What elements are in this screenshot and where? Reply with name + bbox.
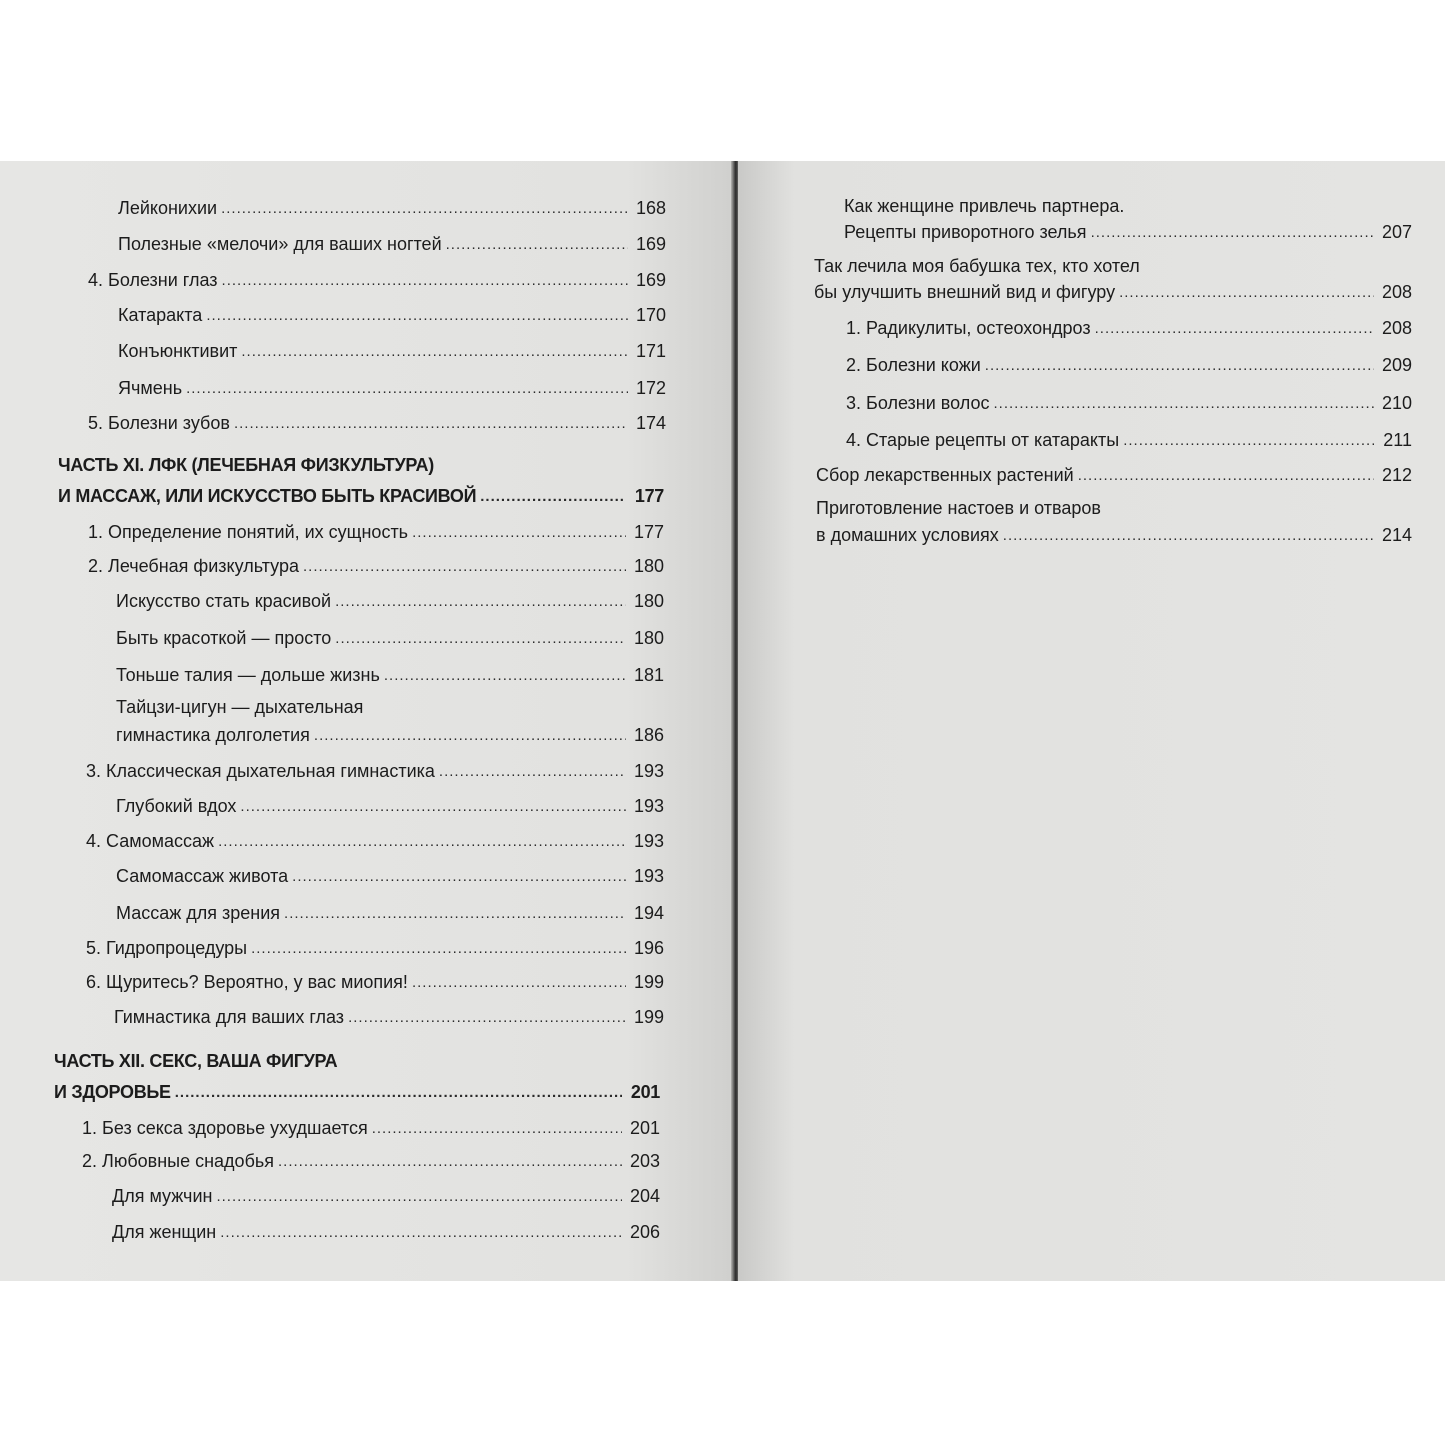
toc-title: 2. Лечебная физкультура [88,556,299,576]
dot-leader [1003,524,1374,544]
toc-page-number: 193 [633,761,664,781]
dot-leader [278,1150,622,1170]
toc-page-number: 181 [633,665,664,685]
toc-title: И ЗДОРОВЬЕ [54,1082,171,1102]
toc-title: 4. Самомассаж [86,831,215,851]
toc-title: 3. Болезни волос [846,393,990,413]
toc-page-number: 214 [1381,525,1412,545]
toc-title: Конъюнктивит [118,341,238,361]
toc-entry [112,1179,660,1207]
toc-title: Искусство стать красивой [116,591,332,611]
toc-title: 2. Любовные снадобья [82,1151,274,1171]
toc-entry [116,584,664,612]
toc-page-number: 207 [1381,222,1412,242]
toc-title: бы улучшить внешний вид и фигуру [814,282,1116,302]
toc-entry [118,298,666,326]
toc-page-number: 199 [633,972,664,992]
dot-leader [994,392,1375,412]
toc-entry [846,423,1412,451]
toc-entry [88,263,666,291]
toc-page-number: 203 [629,1151,660,1171]
dot-leader [292,865,626,885]
dot-leader [412,521,626,541]
toc-title: Катаракта [118,305,203,325]
part-heading-line: ЧАСТЬ XI. ЛФК (ЛЕЧЕБНАЯ ФИЗКУЛЬТУРА) [58,455,434,475]
toc-entry [846,311,1412,339]
toc-title: в домашних условиях [816,525,999,545]
toc-page-number: 171 [635,341,666,361]
toc-title: Лейконихии [118,198,218,218]
toc-entry [86,965,664,993]
toc-page-number: 208 [1381,282,1412,302]
toc-title: Гимнастика для ваших глаз [114,1007,345,1027]
toc-page-number: 169 [635,270,666,290]
toc-title: Полезные «мелочи» для ваших ногтей [118,234,442,254]
toc-entry [116,621,664,649]
toc-entry [816,458,1412,486]
toc-page-number: 208 [1381,318,1412,338]
dot-leader [1091,221,1374,241]
toc-title: 4. Болезни глаз [88,270,218,290]
toc-entry [116,896,664,924]
dot-leader [241,340,628,360]
toc-title: Глубокий вдох [116,796,237,816]
dot-leader [220,1221,622,1241]
dot-leader [251,937,626,957]
dot-leader [335,590,626,610]
toc-title: Сбор лекарственных растений [816,465,1074,485]
toc-entry [116,658,664,686]
toc-page-number: 199 [633,1007,664,1027]
toc-page-number: 201 [630,1082,660,1102]
toc-entry [116,859,664,887]
toc-title: Для мужчин [112,1186,213,1206]
toc-page-number: 212 [1381,465,1412,485]
toc-entry [846,386,1412,414]
toc-title: Рецепты приворотного зелья [844,222,1087,242]
toc-page-number: 210 [1381,393,1412,413]
dot-leader [1123,429,1374,449]
toc-page-number: 177 [634,486,664,506]
dot-leader [314,724,626,744]
toc-entry [118,334,666,362]
toc-entry [118,227,666,255]
toc-entry-part [58,479,664,507]
dot-leader [303,555,626,575]
dot-leader [175,1081,622,1101]
toc-title-line: Приготовление настоев и отваров [816,498,1101,518]
toc-page-number: 204 [629,1186,660,1206]
toc-title: 6. Щуритесь? Вероятно, у вас миопия! [86,972,408,992]
toc-page-number: 180 [633,556,664,576]
toc-entry [816,518,1412,546]
dot-leader [446,233,628,253]
toc-page-number: 170 [635,305,666,325]
toc-entry [846,348,1412,376]
toc-entry [88,406,666,434]
dot-leader [186,377,628,397]
toc-page-number: 168 [635,198,666,218]
dot-leader [284,902,626,922]
dot-leader [222,269,628,289]
toc-page-number: 180 [633,591,664,611]
toc-title: Самомассаж живота [116,866,289,886]
toc-page-number: 193 [633,796,664,816]
toc-entry [82,1111,660,1139]
toc-title-line: Как женщине привлечь партнера. [844,196,1125,216]
toc-title: 1. Без секса здоровье ухудшается [82,1118,368,1138]
dot-leader [439,760,626,780]
toc-page-number: 180 [633,628,664,648]
part-heading-line: ЧАСТЬ XII. СЕКС, ВАША ФИГУРА [54,1051,338,1071]
toc-entry [118,191,666,219]
toc-page-number: 201 [629,1118,660,1138]
toc-entry-part [54,1075,660,1103]
toc-title: 4. Старые рецепты от катаракты [846,430,1120,450]
toc-title: Тоньше талия — дольше жизнь [116,665,380,685]
toc-title: 1. Радикулиты, остеохондроз [846,318,1091,338]
book-spread [0,161,1445,1281]
toc-page-number: 177 [633,522,664,542]
toc-title: 1. Определение понятий, их сущность [88,522,409,542]
dot-leader [1095,317,1374,337]
left-page [0,161,736,1281]
toc-page-number: 186 [633,725,664,745]
toc-entry [82,1144,660,1172]
toc-page-number: 174 [635,413,666,433]
dot-leader [1078,464,1374,484]
dot-leader [221,197,628,217]
dot-leader [985,354,1374,374]
toc-page-number: 209 [1381,355,1412,375]
dot-leader [480,485,626,505]
toc-entry [844,215,1412,243]
toc-title: 2. Болезни кожи [846,355,981,375]
toc-title: Массаж для зрения [116,903,281,923]
dot-leader [335,627,626,647]
toc-title: 5. Болезни зубов [88,413,230,433]
toc-entry [114,1000,664,1028]
dot-leader [240,795,626,815]
toc-page-number: 196 [633,938,664,958]
toc-entry [814,275,1412,303]
toc-page-number: 169 [635,234,666,254]
right-page [738,161,1445,1281]
toc-entry [86,931,664,959]
toc-title: 5. Гидропроцедуры [86,938,248,958]
toc-entry [88,515,664,543]
toc-title: 3. Классическая дыхательная гимнастика [86,761,435,781]
dot-leader [348,1006,626,1026]
toc-page-number: 206 [629,1222,660,1242]
dot-leader [218,830,626,850]
toc-entry [118,371,666,399]
dot-leader [216,1185,622,1205]
dot-leader [384,664,626,684]
toc-page-number: 193 [633,831,664,851]
dot-leader [234,412,628,432]
toc-title-line: Так лечила моя бабушка тех, кто хотел [814,256,1140,276]
toc-page-number: 211 [1383,430,1412,450]
dot-leader [372,1117,622,1137]
toc-title: Быть красоткой — просто [116,628,332,648]
dot-leader [206,304,628,324]
toc-page-number: 194 [633,903,664,923]
toc-entry [86,754,664,782]
toc-title-line: Тайцзи-цигун — дыхательная [116,697,364,717]
dot-leader [412,971,626,991]
toc-title: гимнастика долголетия [116,725,310,745]
dot-leader [1119,281,1374,301]
toc-page-number: 172 [635,378,666,398]
toc-entry [116,789,664,817]
toc-page-number: 193 [633,866,664,886]
toc-title: И МАССАЖ, ИЛИ ИСКУССТВО БЫТЬ КРАСИВОЙ [58,486,477,506]
toc-entry [116,718,664,746]
toc-entry [86,824,664,852]
toc-entry [112,1215,660,1243]
toc-title: Для женщин [112,1222,217,1242]
toc-entry [88,549,664,577]
toc-title: Ячмень [118,378,183,398]
